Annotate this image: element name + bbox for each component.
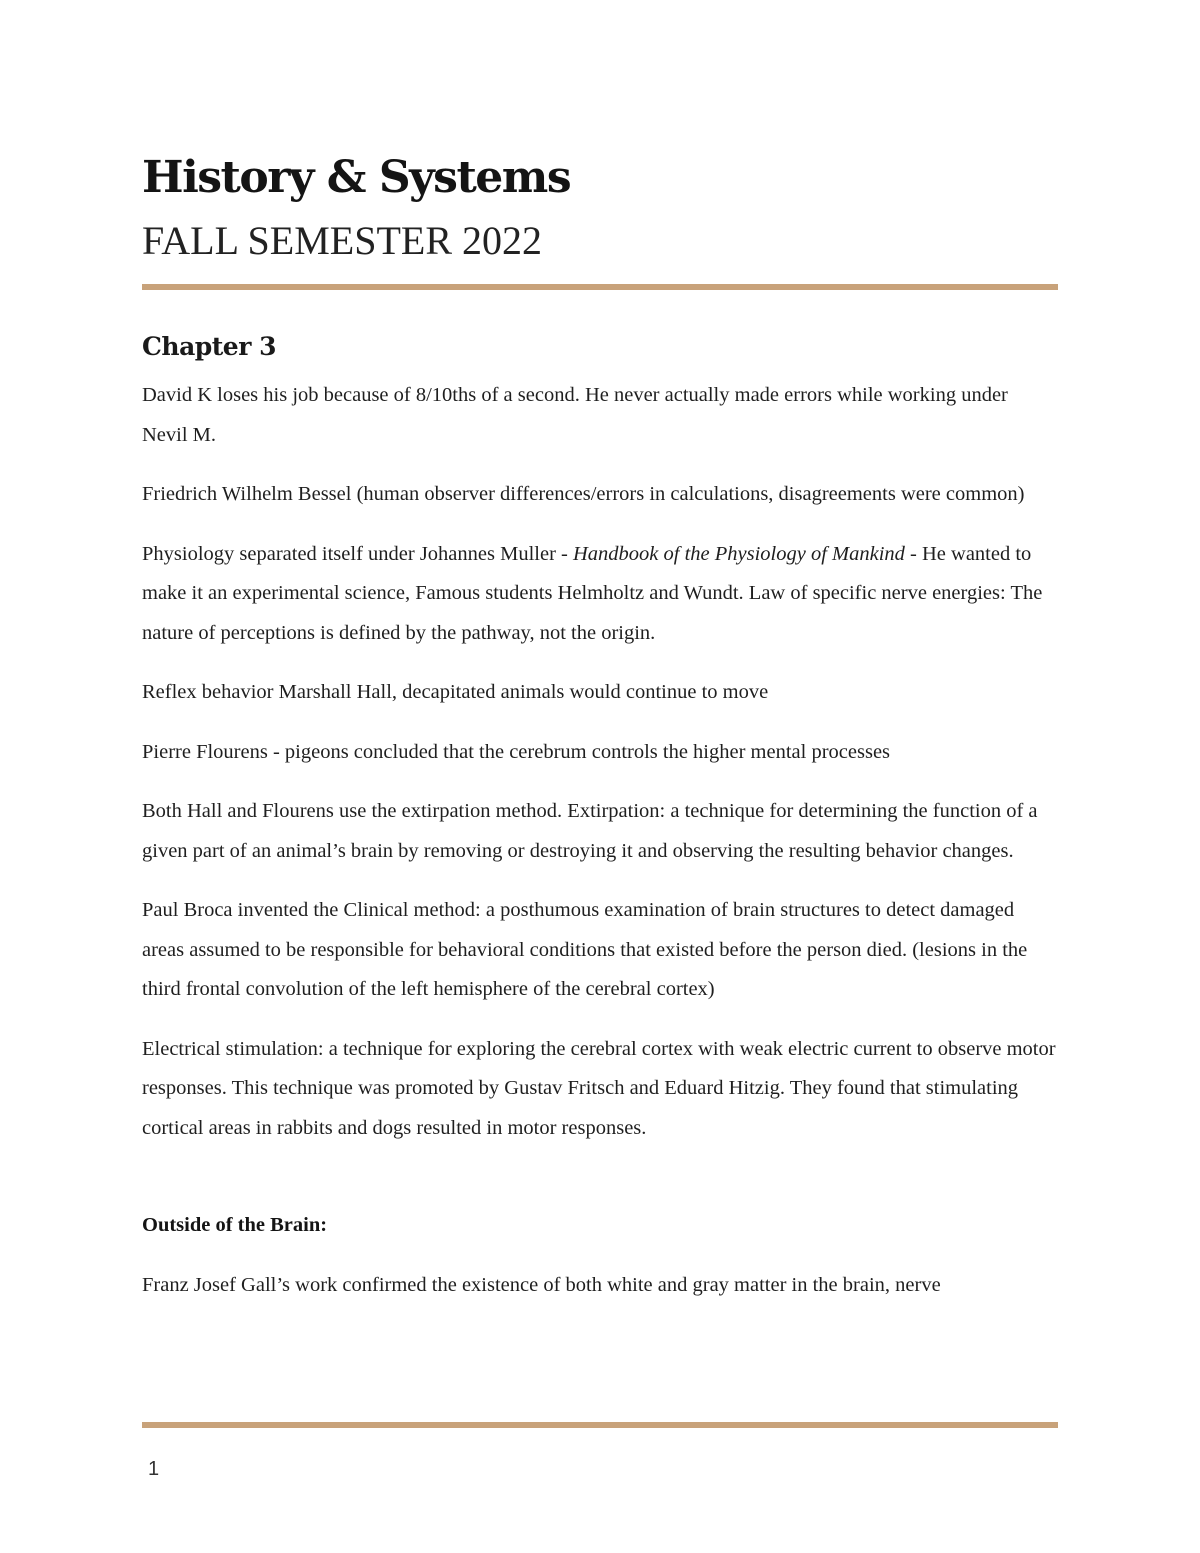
document-header — [142, 150, 1058, 266]
paragraph-david-k: David K loses his job because of 8/10ths of a second. He never actually made errors while working under Nevil M. — [142, 384, 1008, 446]
footer-divider — [142, 1422, 1058, 1428]
paragraph-gall: Franz Josef Gall’s work confirmed the existence of both white and gray matter in the brain, nerve — [142, 1273, 941, 1296]
document-subtitle: FALL SEMESTER 2022 — [142, 218, 543, 263]
paragraph-muller-text-1: Physiology separated itself under Johannes Muller - — [142, 542, 573, 565]
paragraph-muller-text-2: - He wanted to make it an experimental science, Famous students Helmholtz and Wundt. Law of specific nerve energies: The nature of perceptions is defined by the pathway, not the origin. — [142, 542, 1043, 644]
paragraph-muller — [142, 535, 1058, 654]
paragraph-reflex-behavior: Reflex behavior Marshall Hall, decapitated animals would continue to move — [142, 681, 769, 703]
paragraph-bessel: Friedrich Wilhelm Bessel (human observer differences/errors in calculations, disagreements were common) — [142, 483, 1025, 505]
page-number: 1 — [148, 1458, 160, 1480]
document-body — [142, 330, 1058, 1325]
header-divider — [142, 284, 1058, 290]
paragraph-extirpation: Both Hall and Flourens use the extirpation method. Extirpation: a technique for determining the function of a given part of an animal’s brain by removing or destroying it and observing the resulting behavior changes. — [142, 800, 1038, 862]
paragraph-electrical-stimulation: Electrical stimulation: a technique for exploring the cerebral cortex with weak electric current to observe motor responses. This technique was promoted by Gustav Fritsch and Eduard Hitzig. They found that stimulating cortical areas in rabbits and dogs resulted in motor responses. — [142, 1037, 1056, 1139]
document-title: History & Systems — [142, 152, 571, 203]
paragraph-broca: Paul Broca invented the Clinical method: a posthumous examination of brain structures to detect damaged areas assumed to be responsible for behavioral conditions that existed before the person died. (lesions in the third frontal convolution of the left hemisphere of the cerebral cortex) — [142, 899, 1028, 1000]
section-heading-outside-brain: Outside of the Brain: — [142, 1214, 328, 1236]
paragraph-flourens: Pierre Flourens - pigeons concluded that the cerebrum controls the higher mental processes — [142, 740, 891, 763]
book-title-italic: Handbook of the Physiology of Mankind — [572, 542, 905, 565]
chapter-heading: Chapter 3 — [142, 332, 276, 361]
